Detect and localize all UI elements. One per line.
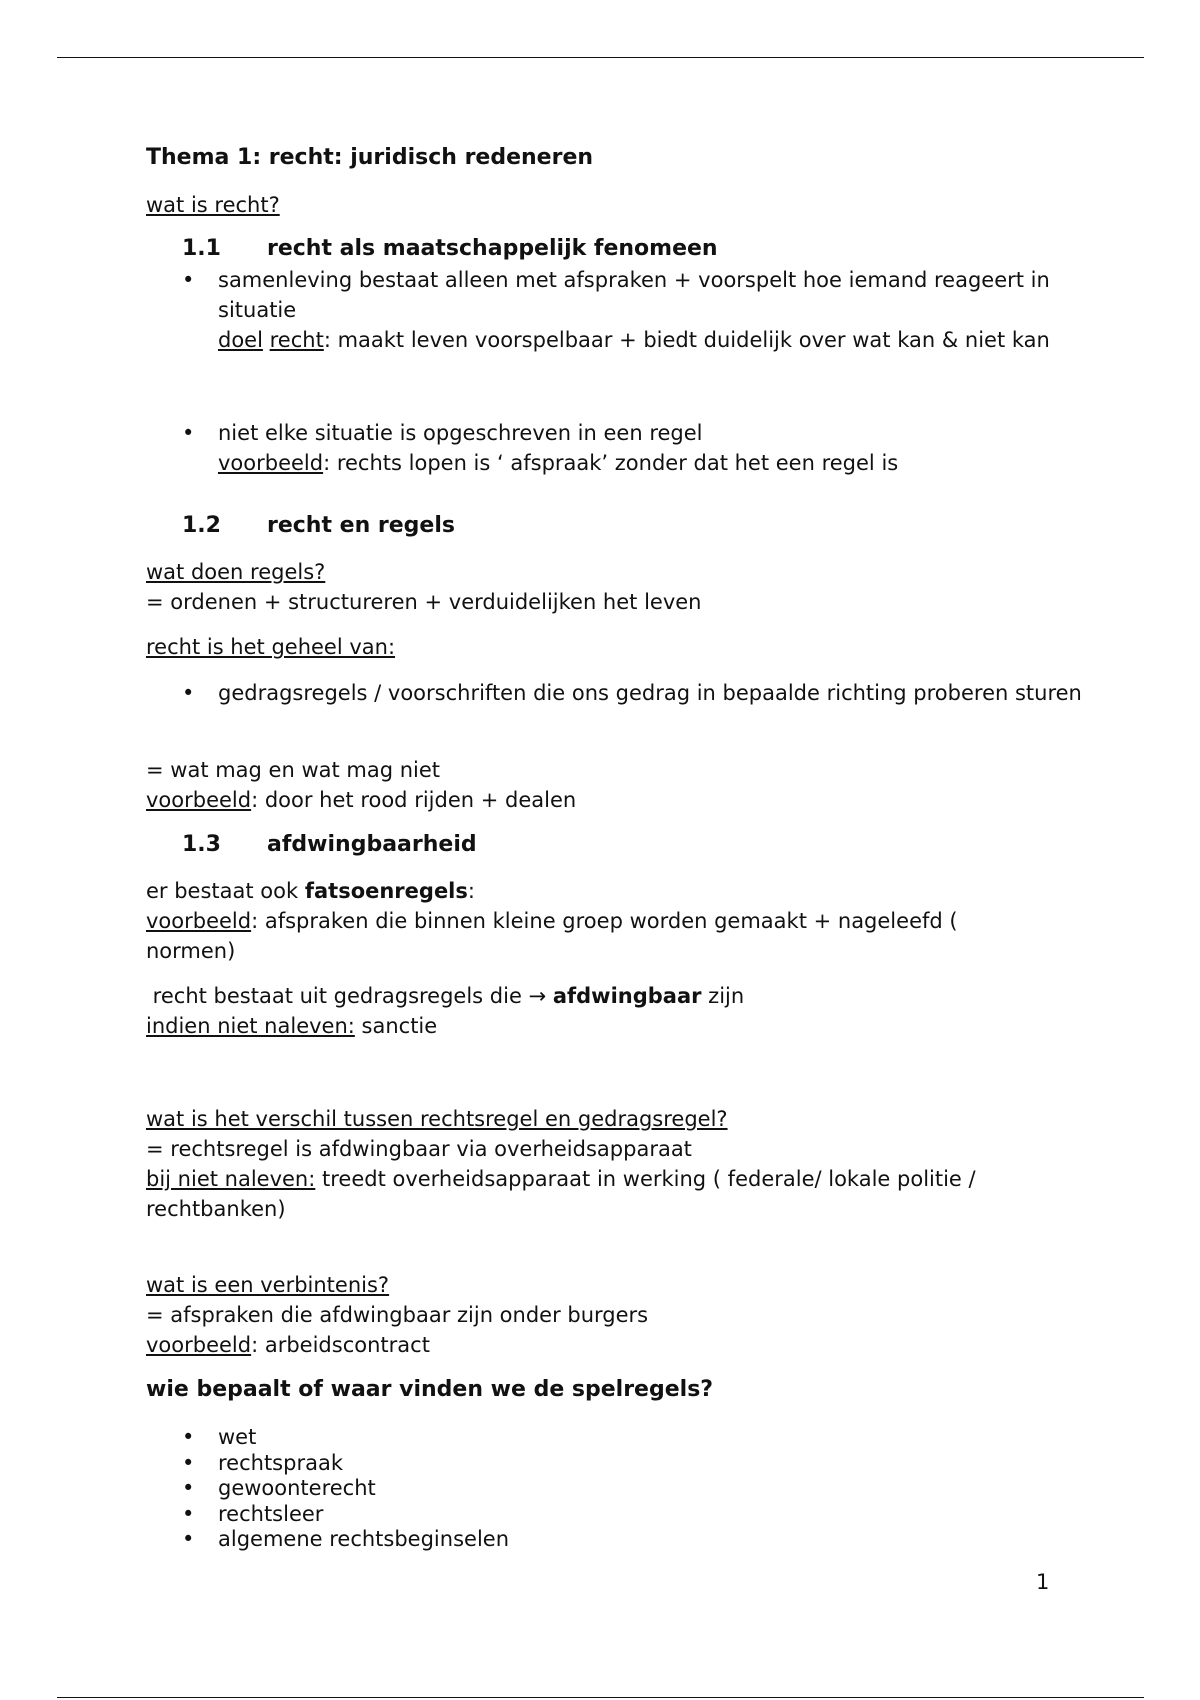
list-item — [146, 1425, 1106, 1451]
list-item — [146, 1476, 1106, 1502]
section-1-3-heading — [182, 830, 1142, 860]
enforce-post: zijn — [701, 984, 745, 1008]
bullet-glyph: • — [182, 1425, 195, 1449]
allowed-block — [146, 755, 1106, 815]
list-item — [146, 678, 1106, 708]
example-text: : arbeidscontract — [251, 1333, 430, 1357]
document-title: Thema 1: recht: juridisch redeneren — [146, 145, 594, 170]
section-title: recht als maatschappelijk fenomeen — [267, 236, 718, 261]
list-item — [146, 418, 1106, 478]
section-1-1-bullets — [146, 265, 1106, 355]
example-label: voorbeeld — [146, 788, 252, 812]
noncompliance-text: treedt overheidsapparaat in werking ( federale/ lokale politie / rechtbanken) — [146, 1167, 976, 1221]
source-item: gewoonterecht — [218, 1476, 376, 1500]
section-1-1-bullets-2 — [146, 418, 1106, 478]
bullet-glyph: • — [182, 1476, 195, 1500]
question-what-is-law: wat is recht? — [146, 193, 280, 217]
section-1-2-heading — [182, 511, 1142, 541]
rules-question-block — [146, 557, 1106, 617]
difference-block — [146, 1104, 1106, 1224]
enforce-term: afdwingbaar — [552, 984, 702, 1008]
bullet-text: gedragsregels / voorschriften die ons gedrag in bepaalde richting proberen sturen — [218, 681, 1082, 705]
example-label: voorbeeld — [146, 909, 252, 933]
obligation-block — [146, 1270, 1106, 1360]
sources-heading: wie bepaalt of waar vinden we de spelregels? — [146, 1377, 714, 1402]
bullet-text: samenleving bestaat alleen met afspraken + voorspelt hoe iemand reageert in situatie — [218, 268, 1050, 322]
list-item — [146, 265, 1106, 355]
page-number: 1 — [1036, 1570, 1050, 1594]
section-number: 1.2 — [182, 513, 221, 538]
example-text: : afspraken die binnen kleine groep worden gemaakt + nageleefd ( normen) — [146, 909, 958, 963]
list-item — [146, 1527, 1106, 1553]
example-text: : rechts lopen is ‘ afspraak’ zonder dat het een regel is — [323, 451, 899, 475]
decency-term: fatsoenregels — [304, 879, 468, 903]
noncompliance-label: bij niet naleven: — [146, 1167, 316, 1191]
allowed-text: = wat mag en wat mag niet — [146, 758, 441, 782]
section-title: afdwingbaarheid — [267, 832, 477, 857]
law-whole-label: recht is het geheel van: — [146, 635, 396, 659]
section-title: recht en regels — [267, 513, 455, 538]
section-1-2-bullets — [146, 678, 1106, 708]
footer-rule — [57, 1697, 1144, 1698]
source-item: wet — [218, 1425, 257, 1449]
goal-text: : maakt leven voorspelbaar + biedt duidelijk over wat kan & niet kan — [323, 328, 1050, 352]
header-rule — [57, 57, 1144, 58]
difference-answer: = rechtsregel is afdwingbaar via overheidsapparaat — [146, 1137, 692, 1161]
section-number: 1.3 — [182, 832, 221, 857]
decency-pre: er bestaat ook — [146, 879, 305, 903]
noncompliance-text: sanctie — [354, 1014, 438, 1038]
source-item: rechtspraak — [218, 1450, 343, 1475]
bullet-glyph: • — [182, 681, 195, 705]
example-label: voorbeeld — [218, 451, 324, 475]
section-1-1-heading — [182, 234, 1142, 264]
example-text: : door het rood rijden + dealen — [251, 788, 577, 812]
obligation-question: wat is een verbintenis? — [146, 1273, 390, 1297]
answer-rules: = ordenen + structureren + verduidelijken het leven — [146, 590, 702, 614]
bullet-glyph: • — [182, 268, 195, 292]
enforce-pre: recht bestaat uit gedragsregels die → — [146, 984, 553, 1008]
bullet-glyph: • — [182, 421, 195, 445]
enforceable-block — [146, 981, 1106, 1041]
example-label: voorbeeld — [146, 1333, 252, 1357]
bullet-glyph: • — [182, 1527, 195, 1551]
question-rules: wat doen regels? — [146, 560, 326, 584]
decency-post: : — [467, 879, 475, 903]
source-item: rechtsleer — [218, 1501, 324, 1526]
noncompliance-label: indien niet naleven: — [146, 1014, 355, 1038]
section-number: 1.1 — [182, 236, 221, 261]
difference-question: wat is het verschil tussen rechtsregel en gedragsregel? — [146, 1107, 728, 1131]
bullet-glyph: • — [182, 1450, 195, 1475]
list-item — [146, 1451, 1106, 1477]
decency-rules-block — [146, 876, 1106, 966]
law-label: recht — [269, 328, 324, 352]
list-item — [146, 1502, 1106, 1528]
obligation-answer: = afspraken die afdwingbaar zijn onder burgers — [146, 1303, 649, 1327]
bullet-text: niet elke situatie is opgeschreven in een regel — [218, 421, 703, 445]
sources-list — [146, 1425, 1106, 1553]
source-item: algemene rechtsbeginselen — [218, 1527, 510, 1551]
goal-label: doel — [218, 328, 263, 352]
bullet-glyph: • — [182, 1501, 195, 1526]
